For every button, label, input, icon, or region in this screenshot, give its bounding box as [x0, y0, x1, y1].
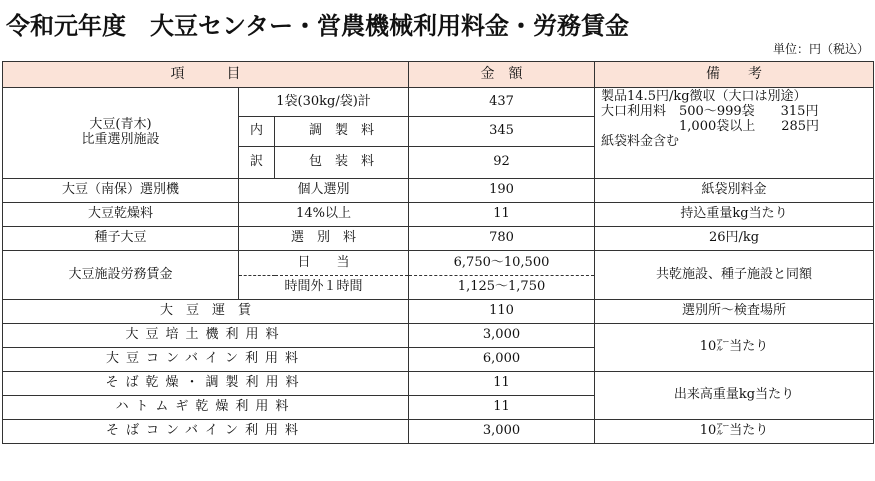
machine-remark-kg: 出来高重量kg当たり [595, 372, 874, 420]
remark-line: 製品14.5円/kg徴収（大口は別途） [601, 89, 807, 104]
labor-ot-label: 時間外１時間 [239, 276, 409, 300]
page-title: 令和元年度 大豆センター・営農機械利用料金・労務賃金 [6, 12, 630, 40]
machine-label: ハトムギ乾燥利用料 [3, 396, 409, 420]
table-row [3, 300, 874, 324]
pack-amount: 92 [409, 147, 595, 179]
row-label: 大豆（南保）選別機 [3, 179, 239, 203]
unit-note: 単位：円（税込） [772, 42, 869, 56]
labor-label: 大豆施設労務賃金 [3, 251, 239, 300]
fee-table [2, 61, 874, 444]
row-amount: 190 [409, 179, 595, 203]
machine-label: 大豆コンバイン利用料 [3, 348, 409, 372]
remark-line: 1,000袋以上 285円 [601, 118, 820, 134]
header-item: 項 目 [3, 62, 409, 88]
remark-line: 大口利用料 500～999袋 315円 [601, 103, 819, 119]
machine-amount: 6,000 [409, 348, 595, 372]
table-row [3, 203, 874, 227]
machine-amount: 3,000 [409, 420, 595, 444]
pack-label: 包 装 料 [275, 147, 409, 179]
transport-amount: 110 [409, 300, 595, 324]
machine-remark-10a-2: 10㌃当たり [595, 420, 874, 444]
table-row [3, 324, 874, 348]
machine-label: 大豆培土機利用料 [3, 324, 409, 348]
machine-label: そば乾燥・調製利用料 [3, 372, 409, 396]
table-row [3, 420, 874, 444]
labor-remark: 共乾施設、種子施設と同額 [595, 251, 874, 300]
transport-label: 大 豆 運 賃 [3, 300, 409, 324]
labor-day-amount: 6,750～10,500 [409, 251, 595, 276]
transport-remark: 選別所～検査場所 [595, 300, 874, 324]
labor-day-label: 日 当 [239, 251, 409, 276]
row-amount: 11 [409, 203, 595, 227]
row-label: 大豆乾燥料 [3, 203, 239, 227]
machine-label: そばコンバイン利用料 [3, 420, 409, 444]
table-row [3, 251, 874, 276]
row-amount: 780 [409, 227, 595, 251]
header-remarks: 備 考 [595, 62, 874, 88]
uchi-label: 内 [239, 117, 275, 147]
labor-ot-amount: 1,125～1,750 [409, 276, 595, 300]
bag-amount: 437 [409, 88, 595, 117]
row-remark: 持込重量kg当たり [595, 203, 874, 227]
wake-label: 訳 [239, 147, 275, 179]
row-sub: 14%以上 [239, 203, 409, 227]
table-row [3, 88, 874, 117]
soy-sorting-remarks [595, 88, 874, 179]
prep-label: 調 製 料 [275, 117, 409, 147]
header-row [3, 62, 874, 88]
machine-amount: 11 [409, 396, 595, 420]
table-row [3, 227, 874, 251]
soy-sorting-label [3, 88, 239, 179]
bag-label: 1袋(30kg/袋)計 [239, 88, 409, 117]
machine-amount: 11 [409, 372, 595, 396]
header-amount: 金 額 [409, 62, 595, 88]
table-row [3, 179, 874, 203]
row-remark: 紙袋別料金 [595, 179, 874, 203]
prep-amount: 345 [409, 117, 595, 147]
table-row [3, 372, 874, 396]
row-label: 種子大豆 [3, 227, 239, 251]
row-sub: 個人選別 [239, 179, 409, 203]
machine-amount: 3,000 [409, 324, 595, 348]
soy-sorting-label-line2: 比重選別施設 [81, 132, 160, 147]
row-sub: 選 別 料 [239, 227, 409, 251]
soy-sorting-label-line1: 大豆(青木) [89, 117, 152, 133]
remark-line: 紙袋料金含む [601, 133, 680, 149]
machine-remark-10a: 10㌃当たり [595, 324, 874, 372]
row-remark: 26円/kg [595, 227, 874, 251]
